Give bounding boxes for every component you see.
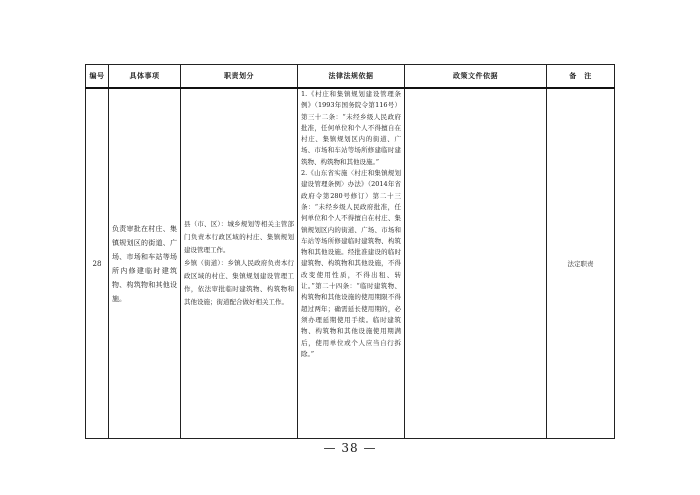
row-law [298,88,405,439]
duty-county: 县（市、区）：城乡规划等相关主管部门负责本行政区域的村庄、集镇规划建设管理工作。 [184,220,294,254]
table-row [86,88,615,439]
header-note: 备 注 [547,65,615,89]
responsibility-table [85,64,615,439]
page-number: — 38 — [323,441,377,455]
row-duty [181,88,298,439]
law-clause-1: 1.《村庄和集镇规划建设管理条例》（1993年国务院令第116号）第三十二条：“未经乡级人民政府批准，任何单位和个人不得擅自在村庄、集镇规划区内的街道、广场、市场和车站等场所修建临时建筑物、构筑物和其他设施。” [301,90,401,166]
header-law: 法律法规依据 [298,65,405,89]
row-number: 28 [86,88,109,439]
row-item: 负责审批在村庄、集镇规划区的街道、广场、市场和车站等场所内修建临时建筑物、构筑物和其他设施。 [109,88,181,439]
row-policy [405,88,547,439]
header-policy: 政策文件依据 [405,65,547,89]
row-note: 法定职责 [547,88,615,439]
table-header-row [86,65,615,89]
header-number: 编号 [86,65,109,89]
header-duty: 职责划分 [181,65,298,89]
duty-township: 乡镇（街道）：乡镇人民政府负责本行政区域的村庄、集镇规划建设管理工作，依法审批临时建筑物、构筑物和其他设施；街道配合做好相关工作。 [184,259,294,306]
header-item: 具体事项 [109,65,181,89]
law-clause-2: 2.《山东省实施〈村庄和集镇规划建设管理条例〉办法》（2014年省政府令第280号修订）第二十三条：“未经乡级人民政府批准，任何单位和个人不得擅自在村庄、集镇规划区内的街道、广场、市场和车站等场所修建临时建筑物、构筑物和其他设施。经批准建设的临时建筑物、构筑物和其他设施，不得改变使用性质，不得出租、转让。”第二十四条：“临时建筑物、构筑物和其他设施的使用期限不得超过两年；确需延长使用期的，必须办理延期使用手续。临时建筑物、构筑物和其他设施使用期满后，使用单位或个人应当自行拆除。” [301,169,401,358]
